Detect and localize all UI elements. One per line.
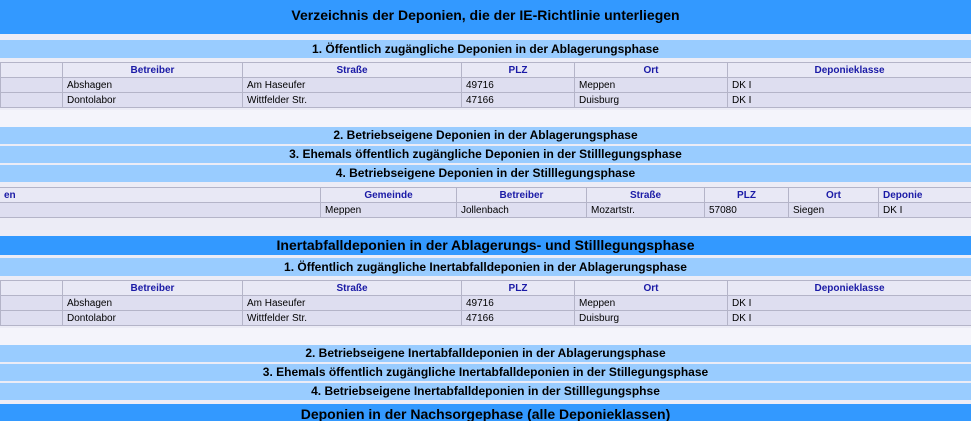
table-cell: DK I <box>728 296 971 311</box>
section-title-ie: Verzeichnis der Deponien, die der IE-Richtlinie unterliegen <box>0 0 971 34</box>
col-header-ort: Ort <box>575 63 728 78</box>
table-cell: 57080 <box>705 203 789 218</box>
spacer <box>0 110 971 128</box>
subsection-inert-4: 4. Betriebseigene Inertabfalldeponien in der Stilllegungsphse <box>0 383 971 400</box>
table-ie-4 <box>0 187 971 218</box>
col-header-betreiber: Betreiber <box>63 63 243 78</box>
col-header-strasse: Straße <box>243 281 462 296</box>
table-cell: Mozartstr. <box>587 203 705 218</box>
subsection-ie-1: 1. Öffentlich zugängliche Deponien in der Ablagerungsphase <box>0 40 971 58</box>
col-header <box>1 63 63 78</box>
table-header-row <box>1 63 971 78</box>
table-cell: 47166 <box>462 93 575 108</box>
table-cell: Dontolabor <box>63 93 243 108</box>
col-header-strasse: Straße <box>243 63 462 78</box>
table-cell: Meppen <box>575 296 728 311</box>
table-cell: 49716 <box>462 78 575 93</box>
table-cell: DK I <box>728 311 971 326</box>
table-cell: Wittfelder Str. <box>243 311 462 326</box>
table-cell: Jollenbach <box>457 203 587 218</box>
col-header-ort: Ort <box>789 188 879 203</box>
subsection-ie-3: 3. Ehemals öffentlich zugängliche Deponien in der Stilllegungsphase <box>0 146 971 163</box>
table-row <box>1 78 971 93</box>
col-header-deponie: Deponie <box>879 188 971 203</box>
table-cell: Meppen <box>321 203 457 218</box>
table-row <box>0 203 971 218</box>
table-row <box>1 93 971 108</box>
table-cell: 49716 <box>462 296 575 311</box>
table-cell: Abshagen <box>63 78 243 93</box>
table-row <box>1 311 971 326</box>
subsection-ie-2: 2. Betriebseigene Deponien in der Ablagerungsphase <box>0 127 971 144</box>
table-cell <box>1 93 63 108</box>
table-cell: Siegen <box>789 203 879 218</box>
subsection-inert-2: 2. Betriebseigene Inertabfalldeponien in der Ablagerungsphase <box>0 345 971 362</box>
col-header-gemeinde: Gemeinde <box>321 188 457 203</box>
col-header <box>1 281 63 296</box>
col-header: en <box>0 188 321 203</box>
table-header-row <box>0 188 971 203</box>
subsection-inert-1: 1. Öffentlich zugängliche Inertabfalldeponien in der Ablagerungsphase <box>0 258 971 276</box>
table-cell: Am Haseufer <box>243 78 462 93</box>
table-cell: Wittfelder Str. <box>243 93 462 108</box>
table-cell: Duisburg <box>575 311 728 326</box>
table-cell: Am Haseufer <box>243 296 462 311</box>
table-cell: DK I <box>728 93 971 108</box>
col-header-deponieklasse: Deponieklasse <box>728 281 971 296</box>
table-header-row <box>1 281 971 296</box>
col-header-plz: PLZ <box>705 188 789 203</box>
table-cell <box>1 311 63 326</box>
table-cell <box>1 296 63 311</box>
table-cell: 47166 <box>462 311 575 326</box>
table-ie-1 <box>0 62 971 108</box>
subsection-inert-3: 3. Ehemals öffentlich zugängliche Inertabfalldeponien in der Stillegungsphase <box>0 364 971 381</box>
table-cell <box>1 78 63 93</box>
section-title-inert: Inertabfalldeponien in der Ablagerungs- und Stilllegungsphase <box>0 236 971 255</box>
table-row <box>1 296 971 311</box>
table-inert-1 <box>0 280 971 326</box>
section-title-nachsorge: Deponien in der Nachsorgephase (alle Deponieklassen) <box>0 404 971 421</box>
table-cell: Duisburg <box>575 93 728 108</box>
table-cell: Meppen <box>575 78 728 93</box>
col-header-betreiber: Betreiber <box>63 281 243 296</box>
table-cell: DK I <box>879 203 971 218</box>
table-cell: Abshagen <box>63 296 243 311</box>
col-header-deponieklasse: Deponieklasse <box>728 63 971 78</box>
table-cell <box>0 203 321 218</box>
col-header-plz: PLZ <box>462 281 575 296</box>
col-header-strasse: Straße <box>587 188 705 203</box>
col-header-betreiber: Betreiber <box>457 188 587 203</box>
subsection-ie-4: 4. Betriebseigene Deponien in der Stilllegungsphase <box>0 165 971 182</box>
table-cell: Dontolabor <box>63 311 243 326</box>
col-header-ort: Ort <box>575 281 728 296</box>
spacer <box>0 328 971 346</box>
table-cell: DK I <box>728 78 971 93</box>
col-header-plz: PLZ <box>462 63 575 78</box>
